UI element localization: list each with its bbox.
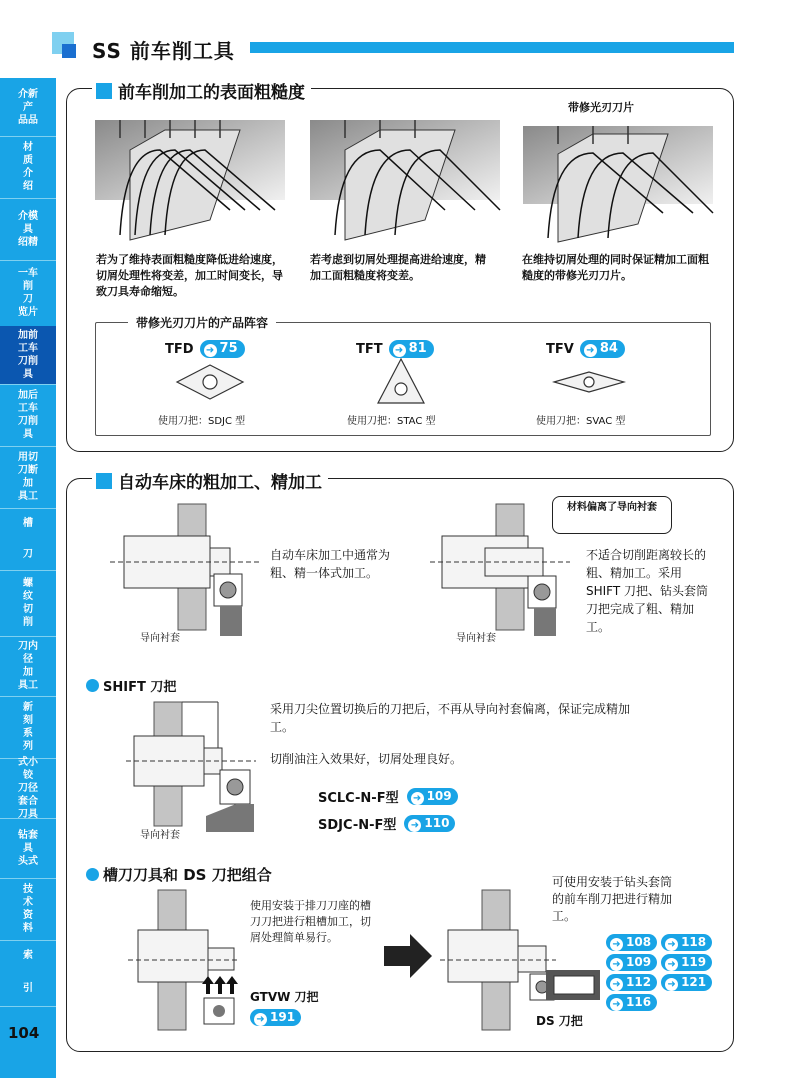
ds-holder-shape	[540, 966, 602, 1006]
sidebar-item-boring[interactable]: 刀内 径 加 具工	[0, 636, 56, 697]
section2-title: 自动车床的粗加工、精加工	[92, 468, 328, 493]
insert-tfd-shape	[175, 362, 245, 402]
insert-tft	[356, 340, 434, 358]
insert-tft-shape	[376, 357, 426, 405]
wiper-insert-label: 带修光刃刀片	[568, 101, 634, 114]
sidebar-item-front-turning[interactable]: 加前 工车 刀削 具	[0, 326, 56, 385]
ds-page-link-112[interactable]: ➜ 112	[606, 974, 657, 991]
sidebar-item-groove-2[interactable]: 刀	[0, 538, 56, 571]
section1-desc-3: 在维持切屑处理的同时保证精加工面粗糙度的带修光刃刀片。	[522, 253, 709, 282]
sidebar-item-drill-sleeve[interactable]: 钻套 具 头式	[0, 818, 56, 879]
arrow-right-icon: ➜	[610, 958, 623, 971]
shift-ref-sdjc	[318, 814, 455, 833]
sidebar	[0, 78, 56, 1078]
big-arrow-icon	[384, 934, 434, 978]
arrow-right-icon: ➜	[584, 344, 597, 357]
callout-bubble: 材料偏离了导向衬套	[552, 496, 672, 534]
header-square-dark	[62, 44, 76, 58]
page-number-bar	[40, 1042, 48, 1078]
insert-tfv-name: TFV	[546, 341, 574, 357]
guide-bush-label-3: 导向衬套	[140, 830, 180, 841]
section1-square-icon	[96, 83, 112, 99]
insert-tft-holder: 使用刀把：STAC 型	[347, 416, 436, 427]
sidebar-item-new-products[interactable]: 介新 产 品品	[0, 78, 56, 137]
gtvw-label: GTVW 刀把	[250, 990, 319, 1004]
arrow-right-icon: ➜	[393, 344, 406, 357]
shift-diagram	[126, 696, 266, 832]
shift-desc-1: 采用刀尖位置切换后的刀把后，不再从导向衬套偏离，保证完成精加工。	[270, 702, 631, 734]
insert-tfv-shape	[552, 370, 626, 394]
arrow-right-icon: ➜	[610, 938, 623, 951]
guide-bush-label-1: 导向衬套	[140, 633, 180, 644]
sidebar-item-small-dia[interactable]: 式小 铰 刀径 套合 刀具	[0, 758, 56, 819]
ds-page-link-121[interactable]: ➜ 121	[661, 974, 712, 991]
shift-ref-sdjc-name: SDJC-N-F型	[318, 818, 397, 833]
sidebar-item-index-2[interactable]: 引	[0, 970, 56, 1007]
ds-page-link-108[interactable]: ➜ 108	[606, 934, 657, 951]
guide-bush-label-2: 导向衬套	[456, 633, 496, 644]
roughness-diagram-3	[518, 118, 718, 245]
ds-page-link-119[interactable]: ➜ 119	[661, 954, 712, 971]
sidebar-item-technical[interactable]: 技 术 资 料	[0, 878, 56, 941]
sidebar-item-index-1[interactable]: 索	[23, 949, 33, 961]
arrow-right-icon: ➜	[610, 998, 623, 1011]
shift-desc-2: 切削油注入效果好，切屑处理良好。	[270, 752, 463, 766]
insert-tfv	[546, 340, 625, 358]
gtvw-page-wrap	[250, 1006, 301, 1026]
shift-ref-sclc-link[interactable]: ➜ 109	[407, 788, 458, 805]
insert-tfd-name: TFD	[165, 341, 194, 357]
sidebar-item-mold[interactable]: 介模 具 绍精	[0, 198, 56, 261]
insert-tfv-page-link[interactable]: ➜ 84	[580, 340, 625, 358]
arrow-right-icon: ➜	[665, 958, 678, 971]
shift-ref-sclc	[318, 787, 458, 806]
section2-square-icon	[96, 473, 112, 489]
section1-desc-2: 若考虑到切屑处理提高进给速度，精加工面粗糙度将变差。	[310, 253, 486, 282]
sidebar-item-threading[interactable]: 螺 纹 切 削	[0, 570, 56, 637]
sidebar-item-groove-1[interactable]: 槽	[23, 517, 33, 529]
insert-tfd-page-link[interactable]: ➜ 75	[200, 340, 245, 358]
insert-tfd	[165, 340, 245, 358]
ds-label: DS 刀把	[536, 1014, 583, 1028]
insert-tft-page-link[interactable]: ➜ 81	[389, 340, 434, 358]
arrow-right-icon: ➜	[610, 978, 623, 991]
page-number: 104	[8, 1024, 40, 1042]
arrow-right-icon: ➜	[204, 344, 217, 357]
arrow-right-icon: ➜	[408, 819, 421, 832]
header-bar	[250, 42, 734, 53]
section1-desc-1: 若为了维持表面粗糙度降低进给速度，切屑处理性将变差，加工时间变长，导致刀具寿命缩短。	[96, 253, 283, 298]
lathe-diagram-left	[110, 496, 270, 636]
sidebar-item-cutoff[interactable]: 用切 刀断 加 具工	[0, 446, 56, 509]
insert-tft-name: TFT	[356, 341, 383, 357]
page-title: SS 前车削工具	[92, 39, 235, 63]
roughness-diagram-1	[90, 110, 290, 245]
section1-title: 前车削加工的表面粗糙度	[92, 78, 311, 103]
sidebar-item-inserts[interactable]: 一车 削 刀 览片	[0, 260, 56, 327]
shift-ref-sclc-name: SCLC-N-F型	[318, 791, 399, 806]
lineup-title: 带修光刃刀片的产品阵容	[128, 314, 276, 331]
roughness-diagram-2	[305, 110, 505, 245]
ds-page-link-109[interactable]: ➜ 109	[606, 954, 657, 971]
groove-diagram	[128, 884, 240, 1034]
sidebar-item-new-series[interactable]: 新 刻 系 列	[0, 696, 56, 759]
groove-desc-left: 使用安装于排刀刀座的槽刀刀把进行粗槽加工，切屑处理简单易行。	[250, 899, 371, 944]
shift-ref-sdjc-link[interactable]: ➜ 110	[404, 815, 455, 832]
ds-page-link-118[interactable]: ➜ 118	[661, 934, 712, 951]
sidebar-item-back-turning[interactable]: 加后 工车 刀削 具	[0, 384, 56, 447]
sidebar-item-materials[interactable]: 材 质 介 绍	[0, 136, 56, 199]
gtvw-page-link[interactable]: ➜ 191	[250, 1009, 301, 1026]
groove-desc-right: 可使用安装于钻头套筒的前车削刀把进行精加工。	[552, 875, 673, 923]
bullet-icon	[86, 868, 99, 881]
section2-desc-left: 自动车床加工中通常为粗、精一体式加工。	[270, 548, 391, 580]
bullet-icon	[86, 679, 99, 692]
shift-title: SHIFT 刀把	[86, 676, 176, 695]
insert-tfd-holder: 使用刀把：SDJC 型	[158, 416, 246, 427]
arrow-right-icon: ➜	[665, 978, 678, 991]
ds-page-link-116[interactable]: ➜ 116	[606, 994, 657, 1011]
arrow-right-icon: ➜	[411, 792, 424, 805]
insert-tfv-holder: 使用刀把：SVAC 型	[536, 416, 626, 427]
section2-desc-right: 不适合切削距离较长的粗、精加工。采用 SHIFT 刀把、钻头套筒刀把完成了粗、精加工。	[586, 548, 709, 634]
arrow-right-icon: ➜	[254, 1013, 267, 1026]
arrow-right-icon: ➜	[665, 938, 678, 951]
groove-title: 槽刀刀具和 DS 刀把组合	[86, 864, 272, 885]
ds-page-links	[606, 934, 718, 1011]
